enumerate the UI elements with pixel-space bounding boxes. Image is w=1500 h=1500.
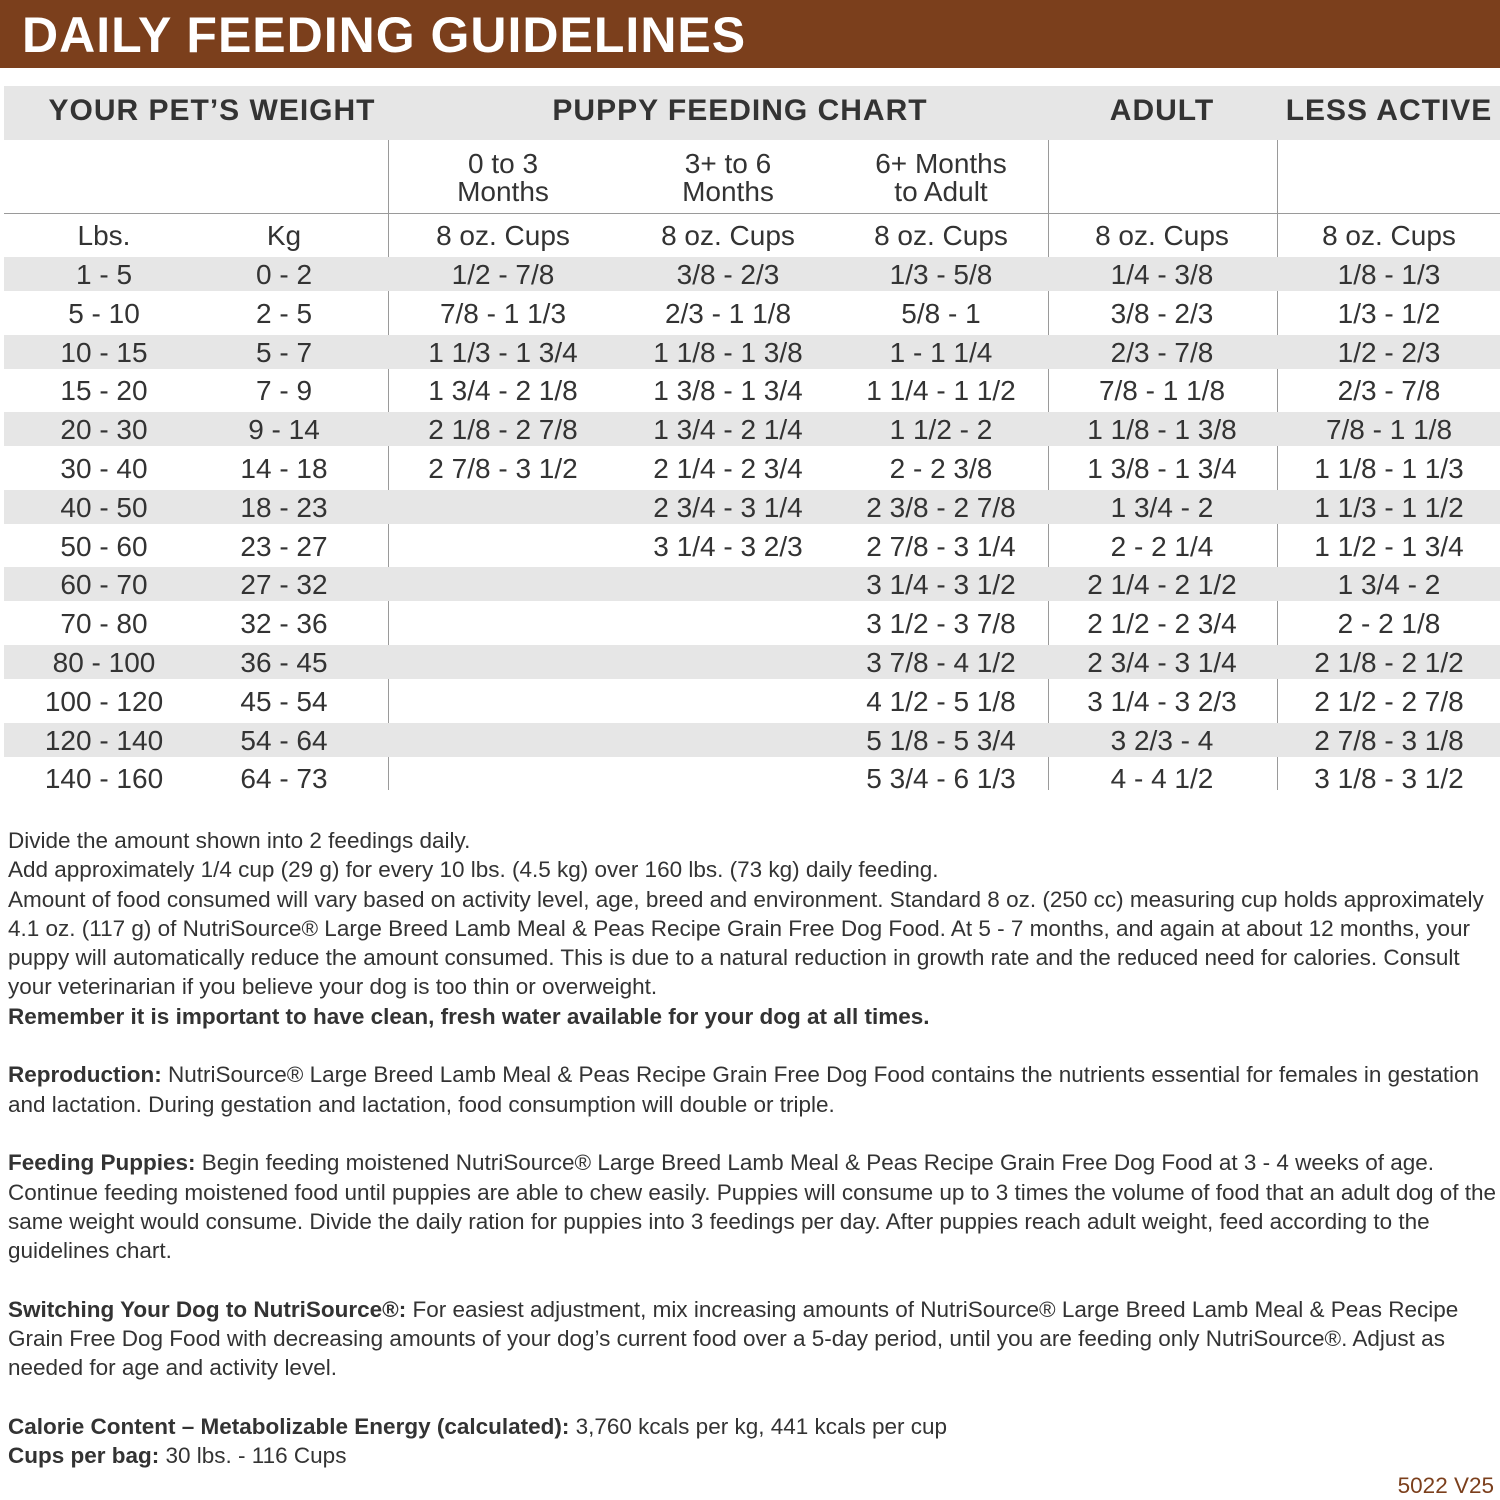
weight-kg: 54 - 64 bbox=[240, 724, 328, 756]
puppy-0-3-cups: 2 1/8 - 2 7/8 bbox=[428, 414, 578, 446]
weight-lbs: 140 - 160 bbox=[44, 763, 164, 795]
puppy-3-6-cups: 3/8 - 2/3 bbox=[676, 259, 780, 290]
weight-lbs: 1 - 5 bbox=[75, 259, 133, 290]
note-divide: Divide the amount shown into 2 feedings daily. bbox=[8, 828, 471, 853]
puppy-6-adult-cups: 3 7/8 - 4 1/2 bbox=[866, 647, 1016, 678]
puppy-6-adult-cups: 3 1/2 - 3 7/8 bbox=[866, 608, 1016, 640]
less-active-cups: 1/3 - 1/2 bbox=[1337, 297, 1441, 329]
adult-cups: 2 1/2 - 2 3/4 bbox=[1087, 608, 1237, 640]
puppy-6-adult-cups: 1/3 - 5/8 bbox=[889, 259, 993, 290]
weight-kg: 27 - 32 bbox=[240, 569, 328, 601]
weight-lbs: 80 - 100 bbox=[52, 647, 156, 678]
puppy-6-adult-cups: 2 7/8 - 3 1/4 bbox=[866, 530, 1016, 562]
less-active-cups: 7/8 - 1 1/8 bbox=[1325, 414, 1453, 446]
less-active-cups: 1 1/3 - 1 1/2 bbox=[1314, 491, 1464, 523]
puppy-3-6-cups: 2 3/4 - 3 1/4 bbox=[653, 491, 803, 523]
less-active-cups: 2 1/8 - 2 1/2 bbox=[1314, 647, 1464, 678]
weight-lbs: 30 - 40 bbox=[60, 453, 148, 484]
weight-lbs: 50 - 60 bbox=[60, 530, 148, 562]
age-line: 3+ to 6 bbox=[684, 148, 772, 179]
switching-text: For easiest adjustment, mix increasing amounts of NutriSource® Large Breed Lamb Meal & Peas Recipe Grain Free Dog Food with decreasing amounts of your dog’s current food over a 5-day period, until you are feeding only NutriSource®. Adjust as needed for age and activity level. bbox=[8, 1296, 1459, 1381]
puppy-0-3-cups bbox=[390, 605, 616, 643]
feeding-puppies-label: Feeding Puppies: bbox=[8, 1150, 196, 1176]
adult-cups: 1 1/8 - 1 3/8 bbox=[1087, 414, 1237, 446]
puppy-6-adult-cups: 1 - 1 1/4 bbox=[889, 336, 993, 368]
puppy-6-adult-cups: 2 - 2 3/8 bbox=[889, 453, 993, 484]
note-cups-per-bag bbox=[8, 1441, 1498, 1470]
unit-cups: 8 oz. Cups bbox=[874, 220, 1008, 251]
note-feeding-puppies bbox=[8, 1148, 1498, 1265]
page-title: DAILY FEEDING GUIDELINES bbox=[22, 7, 747, 63]
weight-kg: 18 - 23 bbox=[240, 491, 328, 523]
puppy-0-3-cups bbox=[390, 566, 616, 604]
unit-cups: 8 oz. Cups bbox=[1322, 220, 1456, 251]
puppy-3-6-cups bbox=[616, 566, 840, 604]
weight-lbs: 10 - 15 bbox=[60, 336, 148, 368]
puppy-0-3-cups bbox=[390, 760, 616, 798]
note-calorie bbox=[8, 1412, 1498, 1441]
weight-kg: 5 - 7 bbox=[255, 336, 313, 368]
less-active-cups: 2 - 2 1/8 bbox=[1337, 608, 1441, 640]
divider bbox=[388, 140, 389, 790]
adult-cups: 1/4 - 3/8 bbox=[1110, 259, 1214, 290]
weight-kg: 14 - 18 bbox=[240, 453, 328, 484]
weight-lbs: 15 - 20 bbox=[60, 375, 148, 407]
puppy-6-adult-cups: 1 1/2 - 2 bbox=[889, 414, 993, 446]
less-active-cups: 2/3 - 7/8 bbox=[1337, 375, 1441, 407]
puppy-3-6-cups bbox=[616, 683, 840, 721]
puppy-3-6-cups: 2/3 - 1 1/8 bbox=[664, 297, 792, 329]
title-bar bbox=[0, 0, 1500, 68]
weight-kg: 32 - 36 bbox=[240, 608, 328, 640]
age-line: 0 to 3 bbox=[467, 148, 539, 179]
puppy-6-adult-cups: 4 1/2 - 5 1/8 bbox=[866, 685, 1016, 717]
note-reproduction bbox=[8, 1060, 1498, 1119]
header-puppy: PUPPY FEEDING CHART bbox=[552, 94, 928, 127]
weight-kg: 23 - 27 bbox=[240, 530, 328, 562]
age-line: 6+ Months bbox=[875, 148, 1007, 179]
puppy-6-adult-cups: 5/8 - 1 bbox=[901, 297, 981, 329]
adult-cups: 7/8 - 1 1/8 bbox=[1098, 375, 1226, 407]
puppy-0-3-cups bbox=[390, 722, 616, 760]
less-active-cups: 1 1/2 - 1 3/4 bbox=[1314, 530, 1464, 562]
adult-cups: 3 2/3 - 4 bbox=[1110, 724, 1214, 756]
puppy-6-adult-cups: 5 3/4 - 6 1/3 bbox=[866, 763, 1016, 795]
age-line: Months bbox=[457, 176, 549, 207]
puppy-0-3-cups: 1 3/4 - 2 1/8 bbox=[428, 375, 578, 407]
adult-cups: 1 3/8 - 1 3/4 bbox=[1087, 453, 1237, 484]
puppy-6-adult-cups: 3 1/4 - 3 1/2 bbox=[866, 569, 1016, 601]
note-water: Remember it is important to have clean, fresh water available for your dog at all times. bbox=[8, 1003, 930, 1029]
puppy-6-adult-cups: 5 1/8 - 5 3/4 bbox=[866, 724, 1016, 756]
puppy-6-adult-cups: 2 3/8 - 2 7/8 bbox=[866, 491, 1016, 523]
puppy-0-3-cups bbox=[390, 489, 616, 527]
weight-kg: 45 - 54 bbox=[240, 685, 328, 717]
weight-kg: 64 - 73 bbox=[240, 763, 328, 795]
unit-cups: 8 oz. Cups bbox=[1095, 220, 1229, 251]
reproduction-label: Reproduction: bbox=[8, 1062, 162, 1088]
adult-cups: 4 - 4 1/2 bbox=[1110, 763, 1214, 795]
adult-cups: 3/8 - 2/3 bbox=[1110, 297, 1214, 329]
puppy-3-6-cups: 1 3/8 - 1 3/4 bbox=[653, 375, 803, 407]
header-less-active: LESS ACTIVE bbox=[1285, 94, 1493, 127]
puppy-0-3-cups bbox=[390, 644, 616, 682]
less-active-cups: 2 1/2 - 2 7/8 bbox=[1314, 685, 1464, 717]
puppy-3-6-cups: 2 1/4 - 2 3/4 bbox=[653, 453, 803, 484]
divider bbox=[4, 213, 1500, 214]
switching-label: Switching Your Dog to NutriSource®: bbox=[8, 1296, 407, 1322]
puppy-3-6-cups bbox=[616, 722, 840, 760]
adult-cups: 2/3 - 7/8 bbox=[1110, 336, 1214, 368]
weight-kg: 9 - 14 bbox=[248, 414, 320, 446]
puppy-0-3-cups bbox=[390, 528, 616, 566]
puppy-0-3-cups bbox=[390, 683, 616, 721]
weight-lbs: 60 - 70 bbox=[60, 569, 148, 601]
adult-cups: 1 3/4 - 2 bbox=[1110, 491, 1214, 523]
less-active-cups: 3 1/8 - 3 1/2 bbox=[1314, 763, 1464, 795]
header-weight: YOUR PET’S WEIGHT bbox=[48, 94, 376, 127]
cups-per-bag-label: Cups per bag: bbox=[8, 1443, 160, 1469]
puppy-0-3-cups: 2 7/8 - 3 1/2 bbox=[428, 453, 578, 484]
unit-cups: 8 oz. Cups bbox=[436, 220, 570, 251]
weight-kg: 36 - 45 bbox=[240, 647, 328, 678]
unit-cups: 8 oz. Cups bbox=[661, 220, 795, 251]
divider bbox=[1048, 140, 1049, 790]
header-adult: ADULT bbox=[1109, 94, 1215, 127]
less-active-cups: 1 1/8 - 1 1/3 bbox=[1314, 453, 1464, 484]
puppy-0-3-cups: 1 1/3 - 1 3/4 bbox=[428, 336, 578, 368]
weight-lbs: 20 - 30 bbox=[60, 414, 148, 446]
adult-cups: 2 - 2 1/4 bbox=[1110, 530, 1214, 562]
adult-cups: 3 1/4 - 3 2/3 bbox=[1087, 685, 1237, 717]
puppy-6-adult-cups: 1 1/4 - 1 1/2 bbox=[866, 375, 1016, 407]
weight-kg: 0 - 2 bbox=[255, 259, 313, 290]
puppy-age-6-adult bbox=[836, 150, 1046, 206]
weight-lbs: 100 - 120 bbox=[44, 685, 164, 717]
unit-lbs: Lbs. bbox=[77, 220, 131, 251]
age-line: to Adult bbox=[894, 176, 988, 207]
puppy-3-6-cups: 3 1/4 - 3 2/3 bbox=[653, 530, 803, 562]
puppy-3-6-cups: 1 1/8 - 1 3/8 bbox=[653, 336, 803, 368]
weight-lbs: 40 - 50 bbox=[60, 491, 148, 523]
calorie-text: 3,760 kcals per kg, 441 kcals per cup bbox=[569, 1413, 948, 1439]
reproduction-text: NutriSource® Large Breed Lamb Meal & Peas Recipe Grain Free Dog Food contains the nutrients essential for females in gestation and lactation. During gestation and lactation, food consumption will double or triple. bbox=[8, 1062, 1479, 1117]
unit-kg: Kg bbox=[266, 220, 302, 251]
puppy-age-0-3 bbox=[390, 150, 616, 206]
note-switching bbox=[8, 1295, 1498, 1383]
note-add: Add approximately 1/4 cup (29 g) for every 10 lbs. (4.5 kg) over 160 lbs. (73 kg) daily feeding. bbox=[8, 857, 939, 883]
product-code: 5022 V25 bbox=[1397, 1473, 1494, 1498]
feeding-puppies-text: Begin feeding moistened NutriSource® Large Breed Lamb Meal & Peas Recipe Grain Free Dog Food at 3 - 4 weeks of age. Continue feeding moistened food until puppies are able to chew easily. Puppies will consume up to 3 times the volume of food that an adult dog of the same weight would consume. Divide the daily ration for puppies into 3 feedings per day. After puppies reach adult weight, feed according to the guidelines chart. bbox=[8, 1150, 1497, 1264]
age-line: Months bbox=[682, 176, 774, 207]
note-amount: Amount of food consumed will vary based on activity level, age, breed and environment. Standard 8 oz. (250 cc) measuring cup holds approximately 4.1 oz. (117 g) of NutriSource® Large Breed Lamb Meal & Peas Recipe Grain Free Dog Food. At 5 - 7 months, and again at about 12 months, your puppy will automatically reduce the amount consumed. This is due to a natural reduction in growth rate and the reduced need for calories. Consult your veterinarian if you believe your dog is too thin or overweight. bbox=[8, 886, 1484, 1000]
weight-lbs: 120 - 140 bbox=[44, 724, 164, 756]
puppy-3-6-cups bbox=[616, 605, 840, 643]
cups-per-bag-text: 30 lbs. - 116 Cups bbox=[159, 1443, 347, 1469]
puppy-3-6-cups bbox=[616, 760, 840, 798]
less-active-cups: 1/2 - 2/3 bbox=[1337, 336, 1441, 368]
puppy-3-6-cups bbox=[616, 644, 840, 682]
puppy-3-6-cups: 1 3/4 - 2 1/4 bbox=[653, 414, 803, 446]
less-active-cups: 2 7/8 - 3 1/8 bbox=[1314, 724, 1464, 756]
puppy-0-3-cups: 1/2 - 7/8 bbox=[451, 259, 555, 290]
weight-kg: 2 - 5 bbox=[255, 297, 313, 329]
calorie-label: Calorie Content – Metabolizable Energy (calculated): bbox=[8, 1413, 570, 1439]
less-active-cups: 1/8 - 1/3 bbox=[1337, 259, 1441, 290]
puppy-0-3-cups: 7/8 - 1 1/3 bbox=[439, 297, 567, 329]
feeding-notes bbox=[8, 826, 1498, 1471]
adult-cups: 2 1/4 - 2 1/2 bbox=[1087, 569, 1237, 601]
less-active-cups: 1 3/4 - 2 bbox=[1337, 569, 1441, 601]
weight-kg: 7 - 9 bbox=[255, 375, 313, 407]
weight-lbs: 5 - 10 bbox=[68, 297, 140, 329]
weight-lbs: 70 - 80 bbox=[60, 608, 148, 640]
adult-cups: 2 3/4 - 3 1/4 bbox=[1087, 647, 1237, 678]
puppy-age-3-6 bbox=[616, 150, 840, 206]
